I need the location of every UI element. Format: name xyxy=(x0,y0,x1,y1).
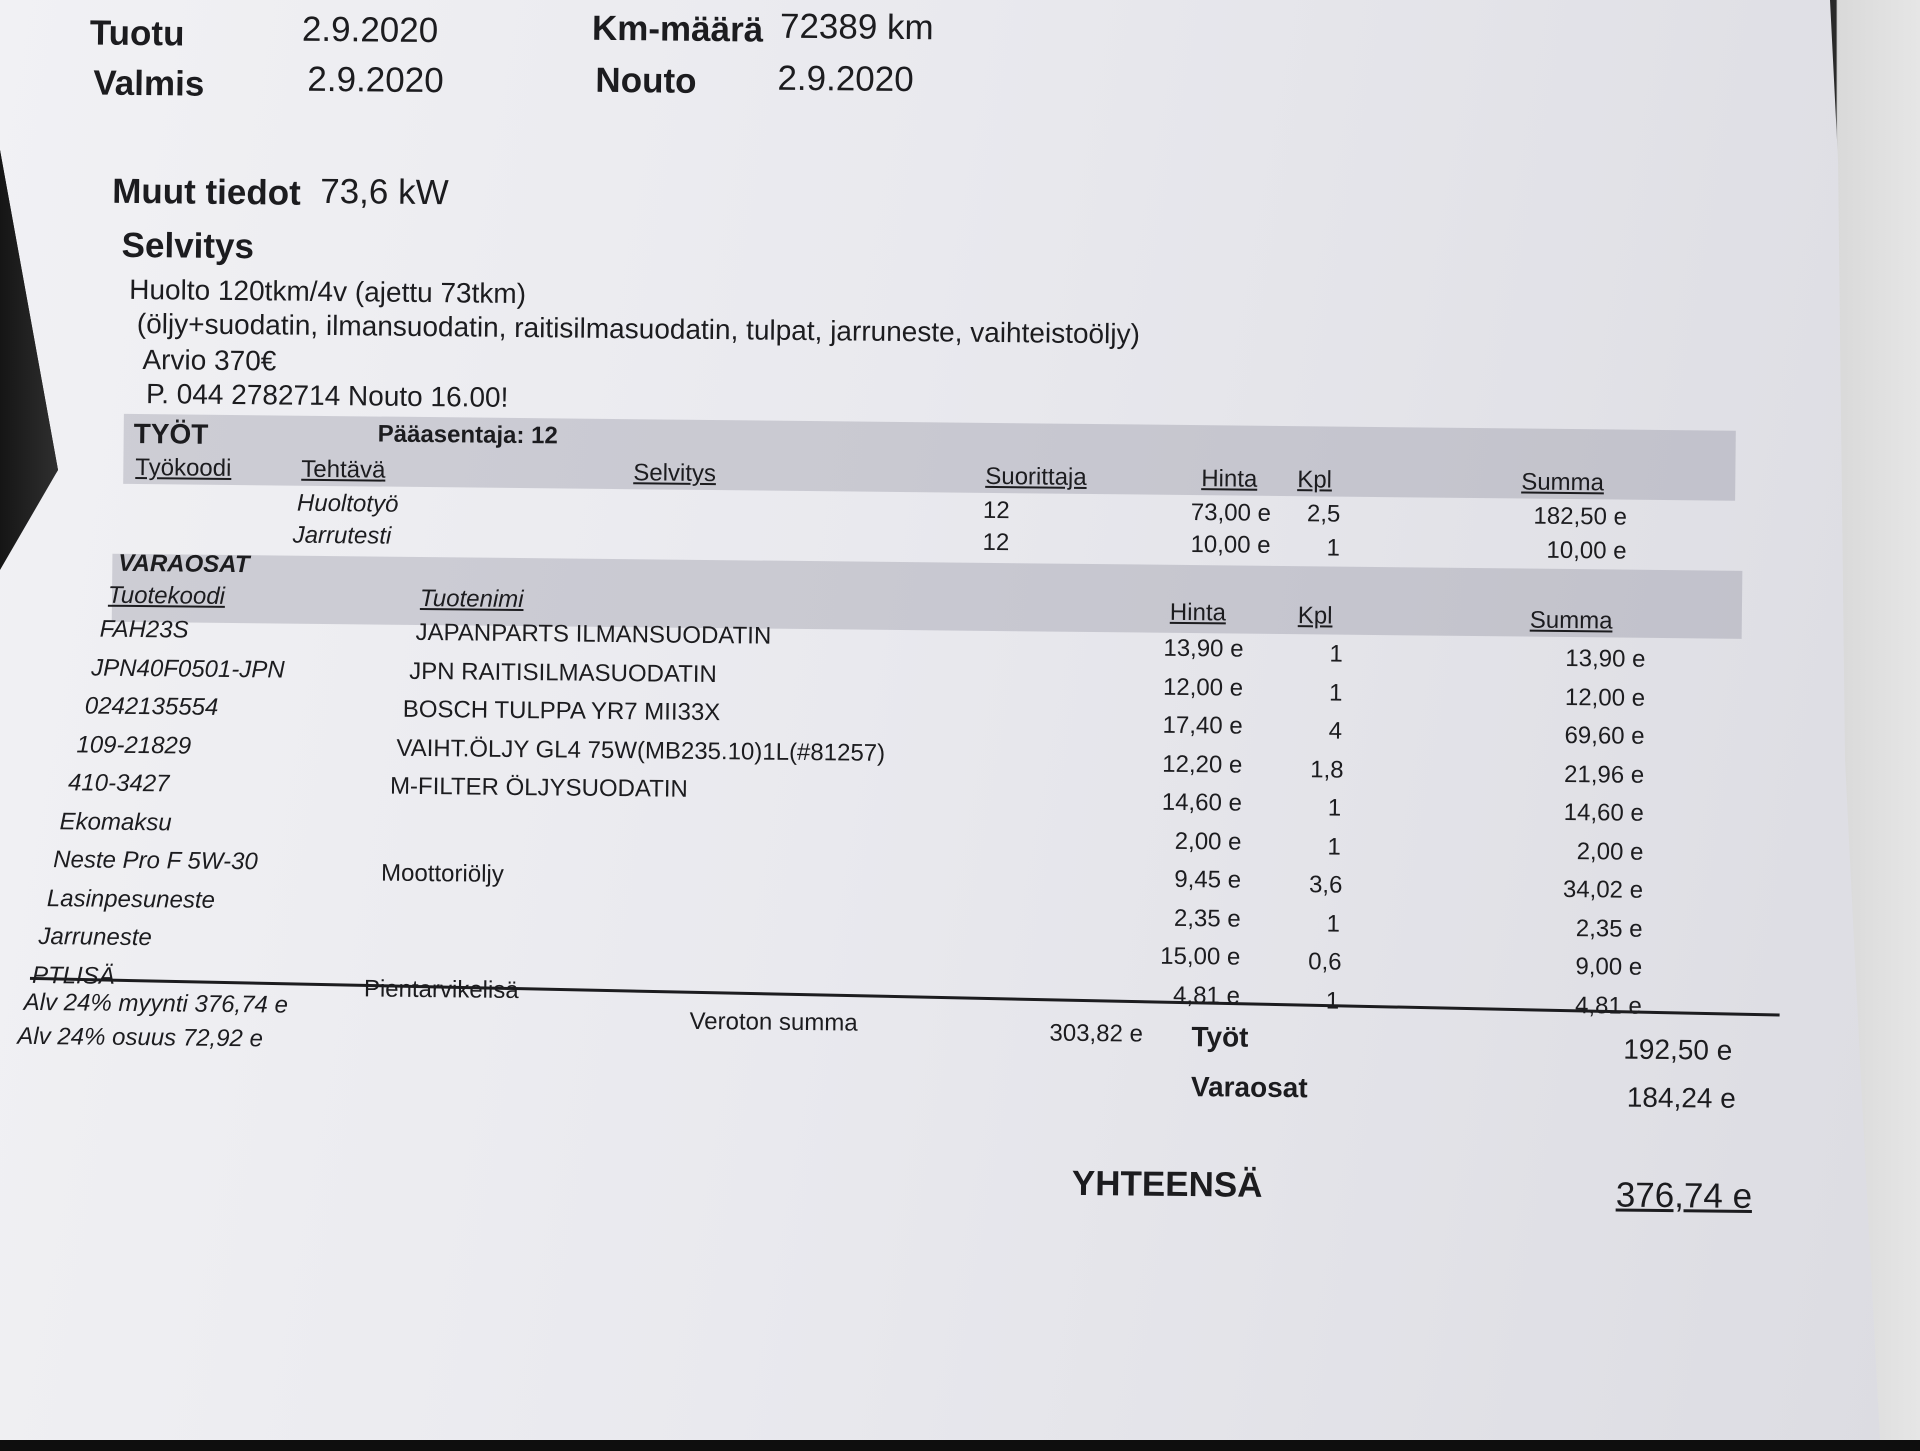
qty-cell: 1 xyxy=(1326,534,1341,562)
valmis-label: Valmis xyxy=(93,63,205,104)
price-cell: 17,40 e xyxy=(1162,711,1243,740)
qty-cell: 1,8 xyxy=(1310,755,1344,784)
price-cell: 2,00 e xyxy=(1174,827,1242,856)
name-cell: Pientarvikelisä xyxy=(363,974,519,1004)
tyot-total-value: 192,50 e xyxy=(1623,1033,1733,1066)
code-cell: PTLISÄ xyxy=(31,961,115,990)
by-cell: 12 xyxy=(982,528,1010,557)
km-value: 72389 km xyxy=(779,6,934,48)
col-summa: Summa xyxy=(1529,606,1613,635)
name-cell: BOSCH TULPPA YR7 MII33X xyxy=(402,695,721,727)
qty-cell: 1 xyxy=(1328,678,1343,707)
col-summa: Summa xyxy=(1521,468,1605,497)
col-kpl: Kpl xyxy=(1297,602,1333,630)
col-tuotenimi: Tuotenimi xyxy=(419,584,524,614)
qty-cell: 0,6 xyxy=(1308,948,1342,976)
qty-cell: 1 xyxy=(1327,832,1341,861)
nouto-value: 2.9.2020 xyxy=(777,58,914,100)
code-cell: Jarruneste xyxy=(38,922,152,952)
sum-cell: 13,90 e xyxy=(1565,644,1646,673)
sum-cell: 9,00 e xyxy=(1575,953,1643,981)
sum-cell: 10,00 e xyxy=(1546,536,1627,565)
name-cell: VAIHT.ÖLJY GL4 75W(MB235.10)1L(#81257) xyxy=(396,734,886,767)
varaosat-header-band xyxy=(112,554,1743,639)
name-cell: JPN RAITISILMASUODATIN xyxy=(409,657,717,688)
sum-cell: 69,60 e xyxy=(1564,721,1645,750)
muut-tiedot-value: 73,6 kW xyxy=(320,171,449,213)
code-cell: 410-3427 xyxy=(67,769,170,798)
price-cell: 12,00 e xyxy=(1162,673,1244,702)
qty-cell: 2,5 xyxy=(1306,500,1341,528)
task-cell: Huoltotyö xyxy=(296,489,399,518)
tyot-title: TYÖT xyxy=(133,417,209,450)
varaosat-total-value: 184,24 e xyxy=(1626,1081,1736,1114)
col-hinta: Hinta xyxy=(1201,465,1258,493)
col-suorittaja: Suorittaja xyxy=(985,462,1087,491)
tuotu-value: 2.9.2020 xyxy=(301,9,439,51)
price-cell: 15,00 e xyxy=(1160,942,1241,971)
price-cell: 73,00 e xyxy=(1190,499,1272,527)
valmis-value: 2.9.2020 xyxy=(307,59,444,101)
name-cell: M-FILTER ÖLJYSUODATIN xyxy=(389,772,688,803)
col-tehtava: Tehtävä xyxy=(301,455,386,484)
varaosat-title: VARAOSAT xyxy=(118,549,250,579)
tuotu-label: Tuotu xyxy=(89,13,185,54)
selvitys-line: (öljy+suodatin, ilmansuodatin, raitisilmasuodatin, tulpat, jarruneste, vaihteistoöljy) xyxy=(136,307,1141,350)
veroton-value: 303,82 e xyxy=(1049,1019,1144,1048)
nouto-label: Nouto xyxy=(595,60,697,101)
col-tyokoodi: Työkoodi xyxy=(135,453,232,482)
col-hinta: Hinta xyxy=(1169,598,1227,627)
code-cell: JPN40F0501-JPN xyxy=(91,654,285,684)
sum-cell: 14,60 e xyxy=(1563,798,1644,827)
name-cell: JAPANPARTS ILMANSUODATIN xyxy=(415,618,772,650)
sum-cell: 2,35 e xyxy=(1575,914,1643,943)
tyot-total-label: Työt xyxy=(1191,1021,1249,1053)
selvitys-label: Selvitys xyxy=(121,225,255,267)
qty-cell: 3,6 xyxy=(1308,871,1343,899)
col-selvitys: Selvitys xyxy=(633,459,717,488)
selvitys-line: Huolto 120tkm/4v (ajettu 73tkm) xyxy=(129,273,527,310)
price-cell: 9,45 e xyxy=(1174,865,1242,894)
price-cell: 2,35 e xyxy=(1173,904,1241,933)
qty-cell: 1 xyxy=(1329,640,1343,668)
col-kpl: Kpl xyxy=(1297,466,1333,494)
price-cell: 14,60 e xyxy=(1161,788,1243,817)
price-cell: 4,81 e xyxy=(1173,981,1241,1010)
qty-cell: 1 xyxy=(1325,986,1340,1015)
by-cell: 12 xyxy=(982,496,1010,525)
col-tuotekoodi: Tuotekoodi xyxy=(107,581,226,610)
code-cell: Ekomaksu xyxy=(59,807,172,836)
yhteensa-label: YHTEENSÄ xyxy=(1071,1163,1263,1205)
code-cell: 109-21829 xyxy=(76,730,192,760)
selvitys-line: Arvio 370€ xyxy=(142,344,277,377)
sum-cell: 21,96 e xyxy=(1563,760,1645,789)
veroton-label: Veroton summa xyxy=(689,1007,858,1037)
price-cell: 10,00 e xyxy=(1190,531,1271,559)
code-cell: 0242135554 xyxy=(84,692,219,721)
price-cell: 12,20 e xyxy=(1162,750,1243,779)
code-cell: Lasinpesuneste xyxy=(46,884,216,914)
alv-myynti: Alv 24% myynti 376,74 e xyxy=(23,988,289,1019)
code-cell: FAH23S xyxy=(99,615,189,644)
task-cell: Jarrutesti xyxy=(292,521,392,550)
price-cell: 13,90 e xyxy=(1163,634,1244,663)
sum-cell: 34,02 e xyxy=(1562,875,1644,904)
muut-tiedot-label: Muut tiedot xyxy=(112,171,301,213)
mechanic-label: Pääasentaja: 12 xyxy=(377,420,558,450)
yhteensa-value: 376,74 e xyxy=(1615,1175,1753,1216)
qty-cell: 1 xyxy=(1326,909,1341,938)
sum-cell: 182,50 e xyxy=(1533,502,1628,531)
sum-cell: 2,00 e xyxy=(1576,837,1644,866)
alv-osuus: Alv 24% osuus 72,92 e xyxy=(17,1022,264,1053)
selvitys-line: P. 044 2782714 Nouto 16.00! xyxy=(145,378,509,413)
sum-cell: 4,81 e xyxy=(1574,991,1642,1020)
code-cell: Neste Pro F 5W-30 xyxy=(53,846,258,876)
km-label: Km-määrä xyxy=(591,8,764,50)
varaosat-total-label: Varaosat xyxy=(1190,1071,1308,1104)
name-cell: Moottoriöljy xyxy=(380,859,504,888)
qty-cell: 4 xyxy=(1328,717,1343,745)
qty-cell: 1 xyxy=(1327,794,1342,822)
sum-cell: 12,00 e xyxy=(1564,683,1646,712)
